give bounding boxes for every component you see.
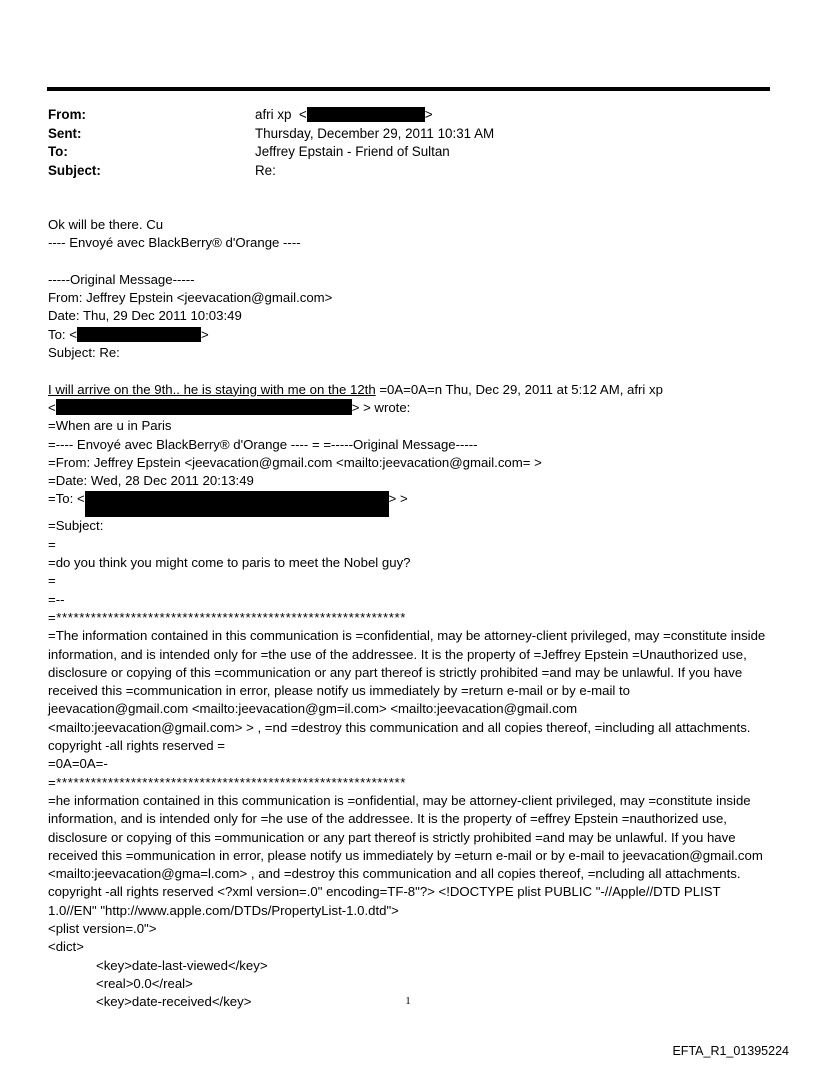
quoted-subject: =Subject: bbox=[48, 518, 104, 534]
encoded-line: =0A=0A=- bbox=[48, 756, 108, 772]
header-rule bbox=[47, 87, 770, 91]
page-number: 1 bbox=[405, 995, 411, 1007]
disclaimer-paragraph: =The information contained in this communication is =confidential, may be attorney-client privileged, may =constitute inside information, and is intended only for =the use of the addressee. It is the property of =Jeffrey Epstein =Unauthorized use, disclosure or copying of this =communication or any part thereof is strictly prohibited =and may be unlawful. If you have received this =communication in error, please notify us immediately by =return e-mail or by e-mail to jeevacation@gmail.com <mailto:jeevacation@gm=il.com> <mailto:jeevacation@gmail.com <mailto:jeevacation@gmail.com> > , =nd =destroy this communication and all copies thereof, =including all attachments. copyright -all rights reserved = bbox=[48, 628, 766, 754]
from-close: > bbox=[424, 107, 433, 122]
from-label: From: bbox=[48, 107, 86, 122]
from-name: afri xp bbox=[255, 107, 292, 122]
redaction-box bbox=[307, 107, 425, 122]
redaction-box bbox=[85, 491, 389, 517]
arrive-line bbox=[48, 381, 770, 399]
quoted-line: =---- Envoyé avec BlackBerry® d'Orange ---- = =-----Original Message----- bbox=[48, 436, 478, 452]
subject-row bbox=[48, 162, 768, 181]
redaction-box bbox=[77, 327, 201, 342]
spacer bbox=[48, 362, 770, 380]
original-to bbox=[48, 326, 770, 344]
quoted-line: =-- bbox=[48, 591, 65, 607]
plist-line: <plist version=.0"> bbox=[48, 920, 157, 936]
disclaimer-paragraph: =he information contained in this communication is =onfidential, may be attorney-client privileged, may =constitute inside information, and is intended only for =he use of the addressee. It is the property of =effrey Epstein =nauthorized use, disclosure or copying of this =ommunication or any part thereof is strictly prohibited =and may be unlawful. If you have received this =ommunication in error, please notify us immediately by =eturn e-mail or by e-mail to jeevacation@gmail.com <mailto:jeevacation@gma=l.com> , and =destroy this communication and all copies thereof, =ncluding all attachments. copyright -all rights reserved <?xml version=.0" encoding=TF-8"?> <!DOCTYPE plist PUBLIC "-//Apple//DTD PLIST 1.0//EN" "http://www.apple.com/DTDs/PropertyList-1.0.dtd"> bbox=[48, 792, 763, 918]
sent-value: Thursday, December 29, 2011 10:31 AM bbox=[255, 125, 495, 141]
reply-line: Ok will be there. Cu bbox=[48, 217, 164, 232]
separator-stars: =************************************************************* bbox=[48, 774, 406, 790]
sent-label: Sent: bbox=[48, 125, 82, 141]
quoted-date: =Date: Wed, 28 Dec 2011 20:13:49 bbox=[48, 473, 254, 489]
plist-line: <real>0.0</real> bbox=[96, 975, 193, 991]
plist-line: <key>date-last-viewed</key> bbox=[96, 957, 268, 973]
plist-line: <key>date-received</key> bbox=[96, 994, 252, 1010]
quoted-line: =When are u in Paris bbox=[48, 418, 172, 434]
wrote-suffix: > > wrote: bbox=[351, 399, 411, 415]
quoted-line: = bbox=[48, 573, 56, 589]
to-label: To: bbox=[48, 144, 68, 159]
original-to-suffix: > bbox=[200, 326, 209, 342]
quoted-from: =From: Jeffrey Epstein <jeevacation@gmail.com <mailto:jeevacation@gmail.com= > bbox=[48, 454, 542, 470]
original-to-prefix: To: < bbox=[48, 326, 77, 342]
to-row bbox=[48, 143, 768, 162]
quoted-to bbox=[48, 490, 770, 517]
redaction-box bbox=[56, 399, 352, 415]
to-value: Jeffrey Epstain - Friend of Sultan bbox=[255, 144, 450, 159]
from-value bbox=[255, 106, 433, 125]
sent-row bbox=[48, 125, 768, 144]
separator-stars: =************************************************************* bbox=[48, 609, 406, 625]
wrote-line bbox=[48, 399, 770, 417]
original-date: Date: Thu, 29 Dec 2011 10:03:49 bbox=[48, 308, 242, 324]
quoted-to-suffix: > > bbox=[388, 491, 408, 507]
document-id: EFTA_R1_01395224 bbox=[672, 1044, 789, 1058]
arrive-line-rest: =0A=0A=n Thu, Dec 29, 2011 at 5:12 AM, afri xp bbox=[375, 381, 663, 397]
quoted-question: =do you think you might come to paris to meet the Nobel guy? bbox=[48, 555, 411, 571]
from-row bbox=[48, 106, 768, 125]
original-from: From: Jeffrey Epstein <jeevacation@gmail.com> bbox=[48, 290, 333, 306]
from-open: < bbox=[298, 107, 307, 122]
quoted-to-prefix: =To: < bbox=[48, 491, 85, 507]
arrive-line-start: I will arrive on the 9th.. he is staying with me on the 12th bbox=[48, 381, 376, 397]
subject-label: Subject: bbox=[48, 162, 101, 178]
blackberry-signature: ---- Envoyé avec BlackBerry® d'Orange ---- bbox=[48, 235, 301, 251]
quoted-line: = bbox=[48, 536, 56, 552]
email-header bbox=[48, 106, 768, 180]
spacer bbox=[48, 253, 770, 271]
original-message-marker: -----Original Message----- bbox=[48, 271, 195, 287]
plist-line: <dict> bbox=[48, 939, 84, 955]
email-body bbox=[48, 216, 770, 1011]
original-subject: Subject: Re: bbox=[48, 345, 120, 361]
wrote-prefix: < bbox=[48, 399, 56, 415]
subject-value: Re: bbox=[255, 162, 276, 178]
